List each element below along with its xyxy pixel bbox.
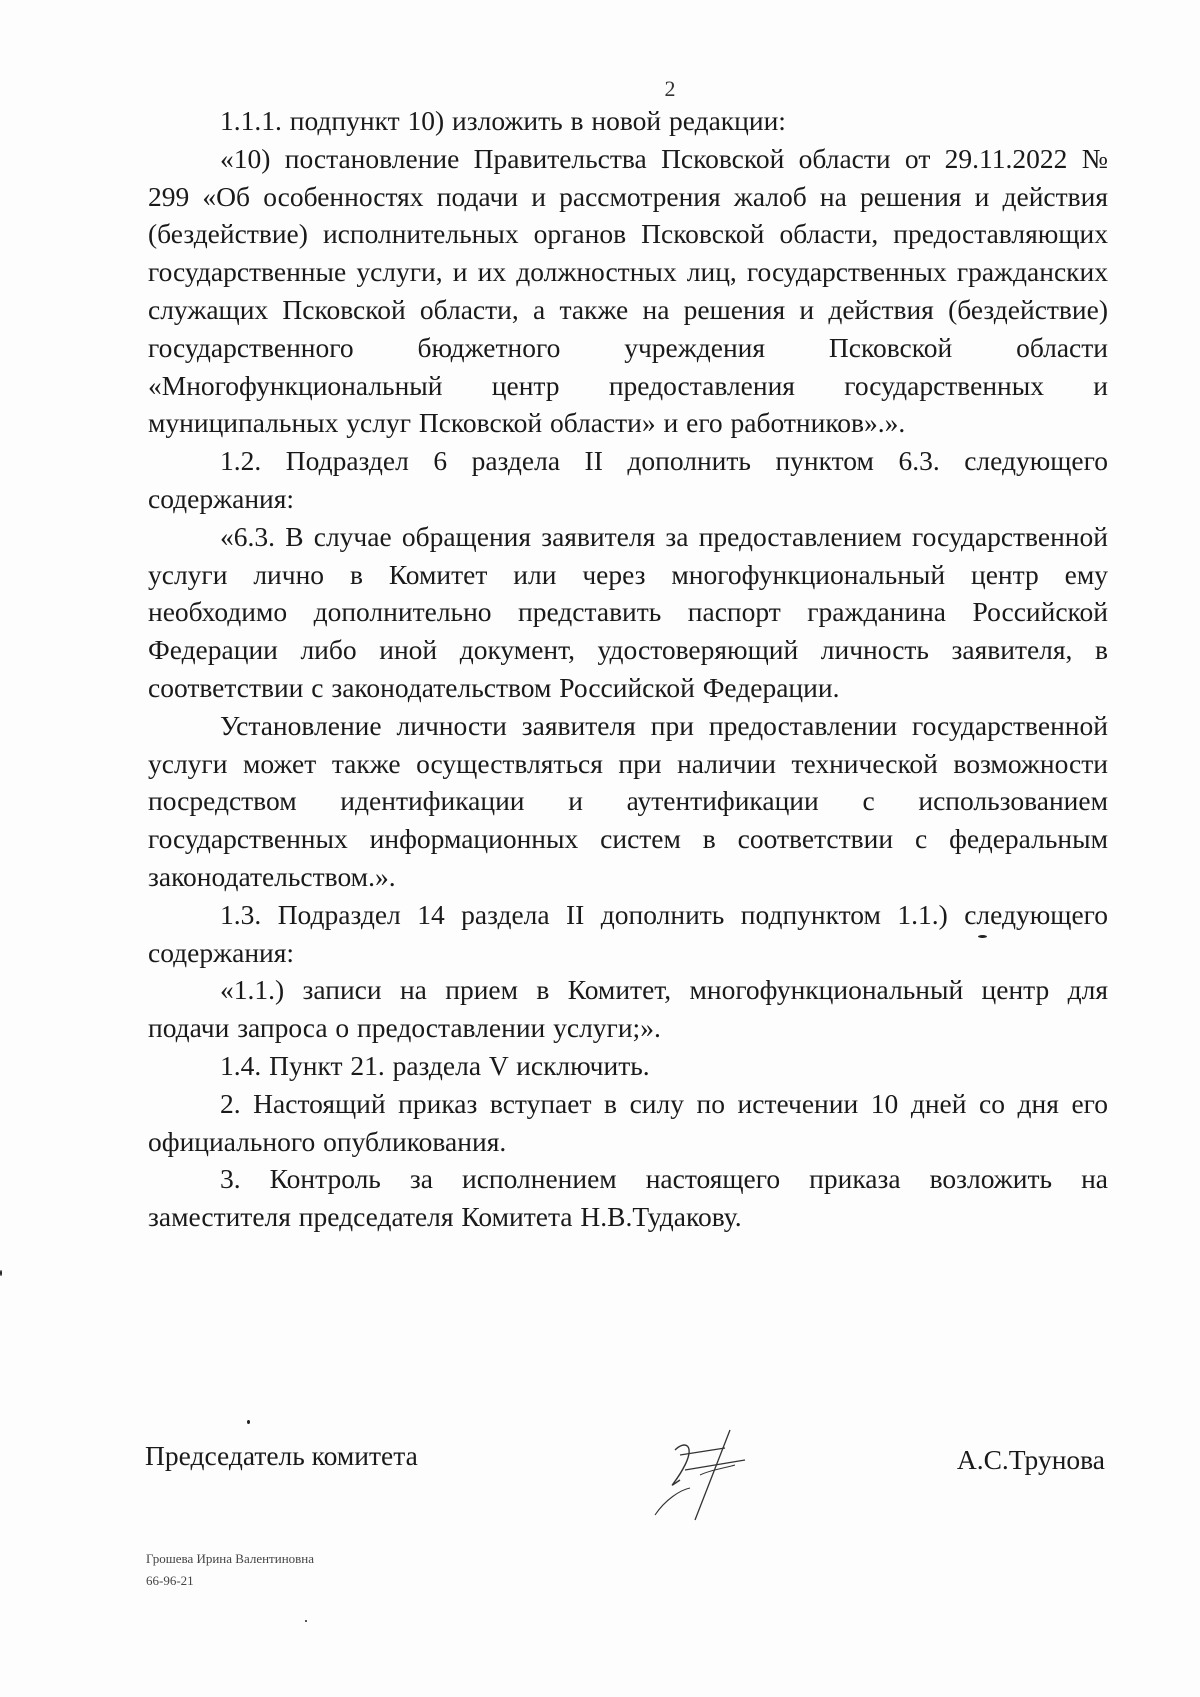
scan-speck	[0, 1270, 2, 1276]
paragraph-1-3: 1.3. Подраздел 14 раздела II дополнить подпунктом 1.1.) следующего содержания:	[148, 898, 1108, 968]
handwritten-signature	[625, 1420, 775, 1540]
paragraph-3: 3. Контроль за исполнением настоящего приказа возложить на заместителя председателя Комитета Н.В.Тудакову.	[148, 1163, 1108, 1233]
executor-info	[146, 1548, 314, 1592]
paragraph-2: 2. Настоящий приказ вступает в силу по истечении 10 дней со дня его официального опубликования.	[148, 1087, 1108, 1157]
paragraph-quote-1-1: «1.1.) записи на прием в Комитет, многофункциональный центр для подачи запроса о предоставлении услуги;».	[148, 974, 1108, 1044]
signature-block	[145, 1440, 1105, 1560]
scan-speck	[247, 1420, 250, 1424]
executor-name: Грошева Ирина Валентиновна	[146, 1551, 315, 1566]
paragraph-1-4: 1.4. Пункт 21. раздела V исключить.	[220, 1049, 650, 1081]
paragraph-identity: Установление личности заявителя при предоставлении государственной услуги может также осуществляться при наличии технической возможности посредством идентификации и аутентификации с использованием государственных информационных систем в соответствии с федеральным законодательством.».	[148, 709, 1108, 892]
executor-phone: 66-96-21	[146, 1573, 194, 1588]
paragraph-1-2: 1.2. Подраздел 6 раздела II дополнить пунктом 6.3. следующего содержания:	[148, 445, 1108, 514]
scan-speck	[305, 1620, 307, 1622]
page-number: 2	[664, 76, 676, 101]
signatory-name: А.С.Трунова	[956, 1444, 1105, 1475]
document-body	[148, 102, 1108, 1236]
paragraph-1-1-1: 1.1.1. подпункт 10) изложить в новой редакции:	[220, 105, 786, 136]
scan-speck	[978, 935, 987, 938]
signatory-title: Председатель комитета	[145, 1440, 418, 1471]
paragraph-quote-6-3: «6.3. В случае обращения заявителя за предоставлением государственной услуги лично в Комитет или через многофункциональный центр ему необходимо дополнительно представить паспорт гражданина Российской Федерации либо иной документ, удостоверяющий личность заявителя, в соответствии с законодательством Российской Федерации.	[148, 520, 1108, 703]
paragraph-quote-10: «10) постановление Правительства Псковской области от 29.11.2022 № 299 «Об особенностях подачи и рассмотрения жалоб на решения и действия (бездействие) исполнительных органов Псковской области, предоставляющих государственные услуги, и их должностных лиц, государственных гражданских служащих Псковской области, а также на решения и действия (бездействие) государственного бюджетного учреждения Псковской области «Многофункциональный центр предоставления государственных и муниципальных услуг Псковской области» и его работников».».	[148, 142, 1108, 439]
